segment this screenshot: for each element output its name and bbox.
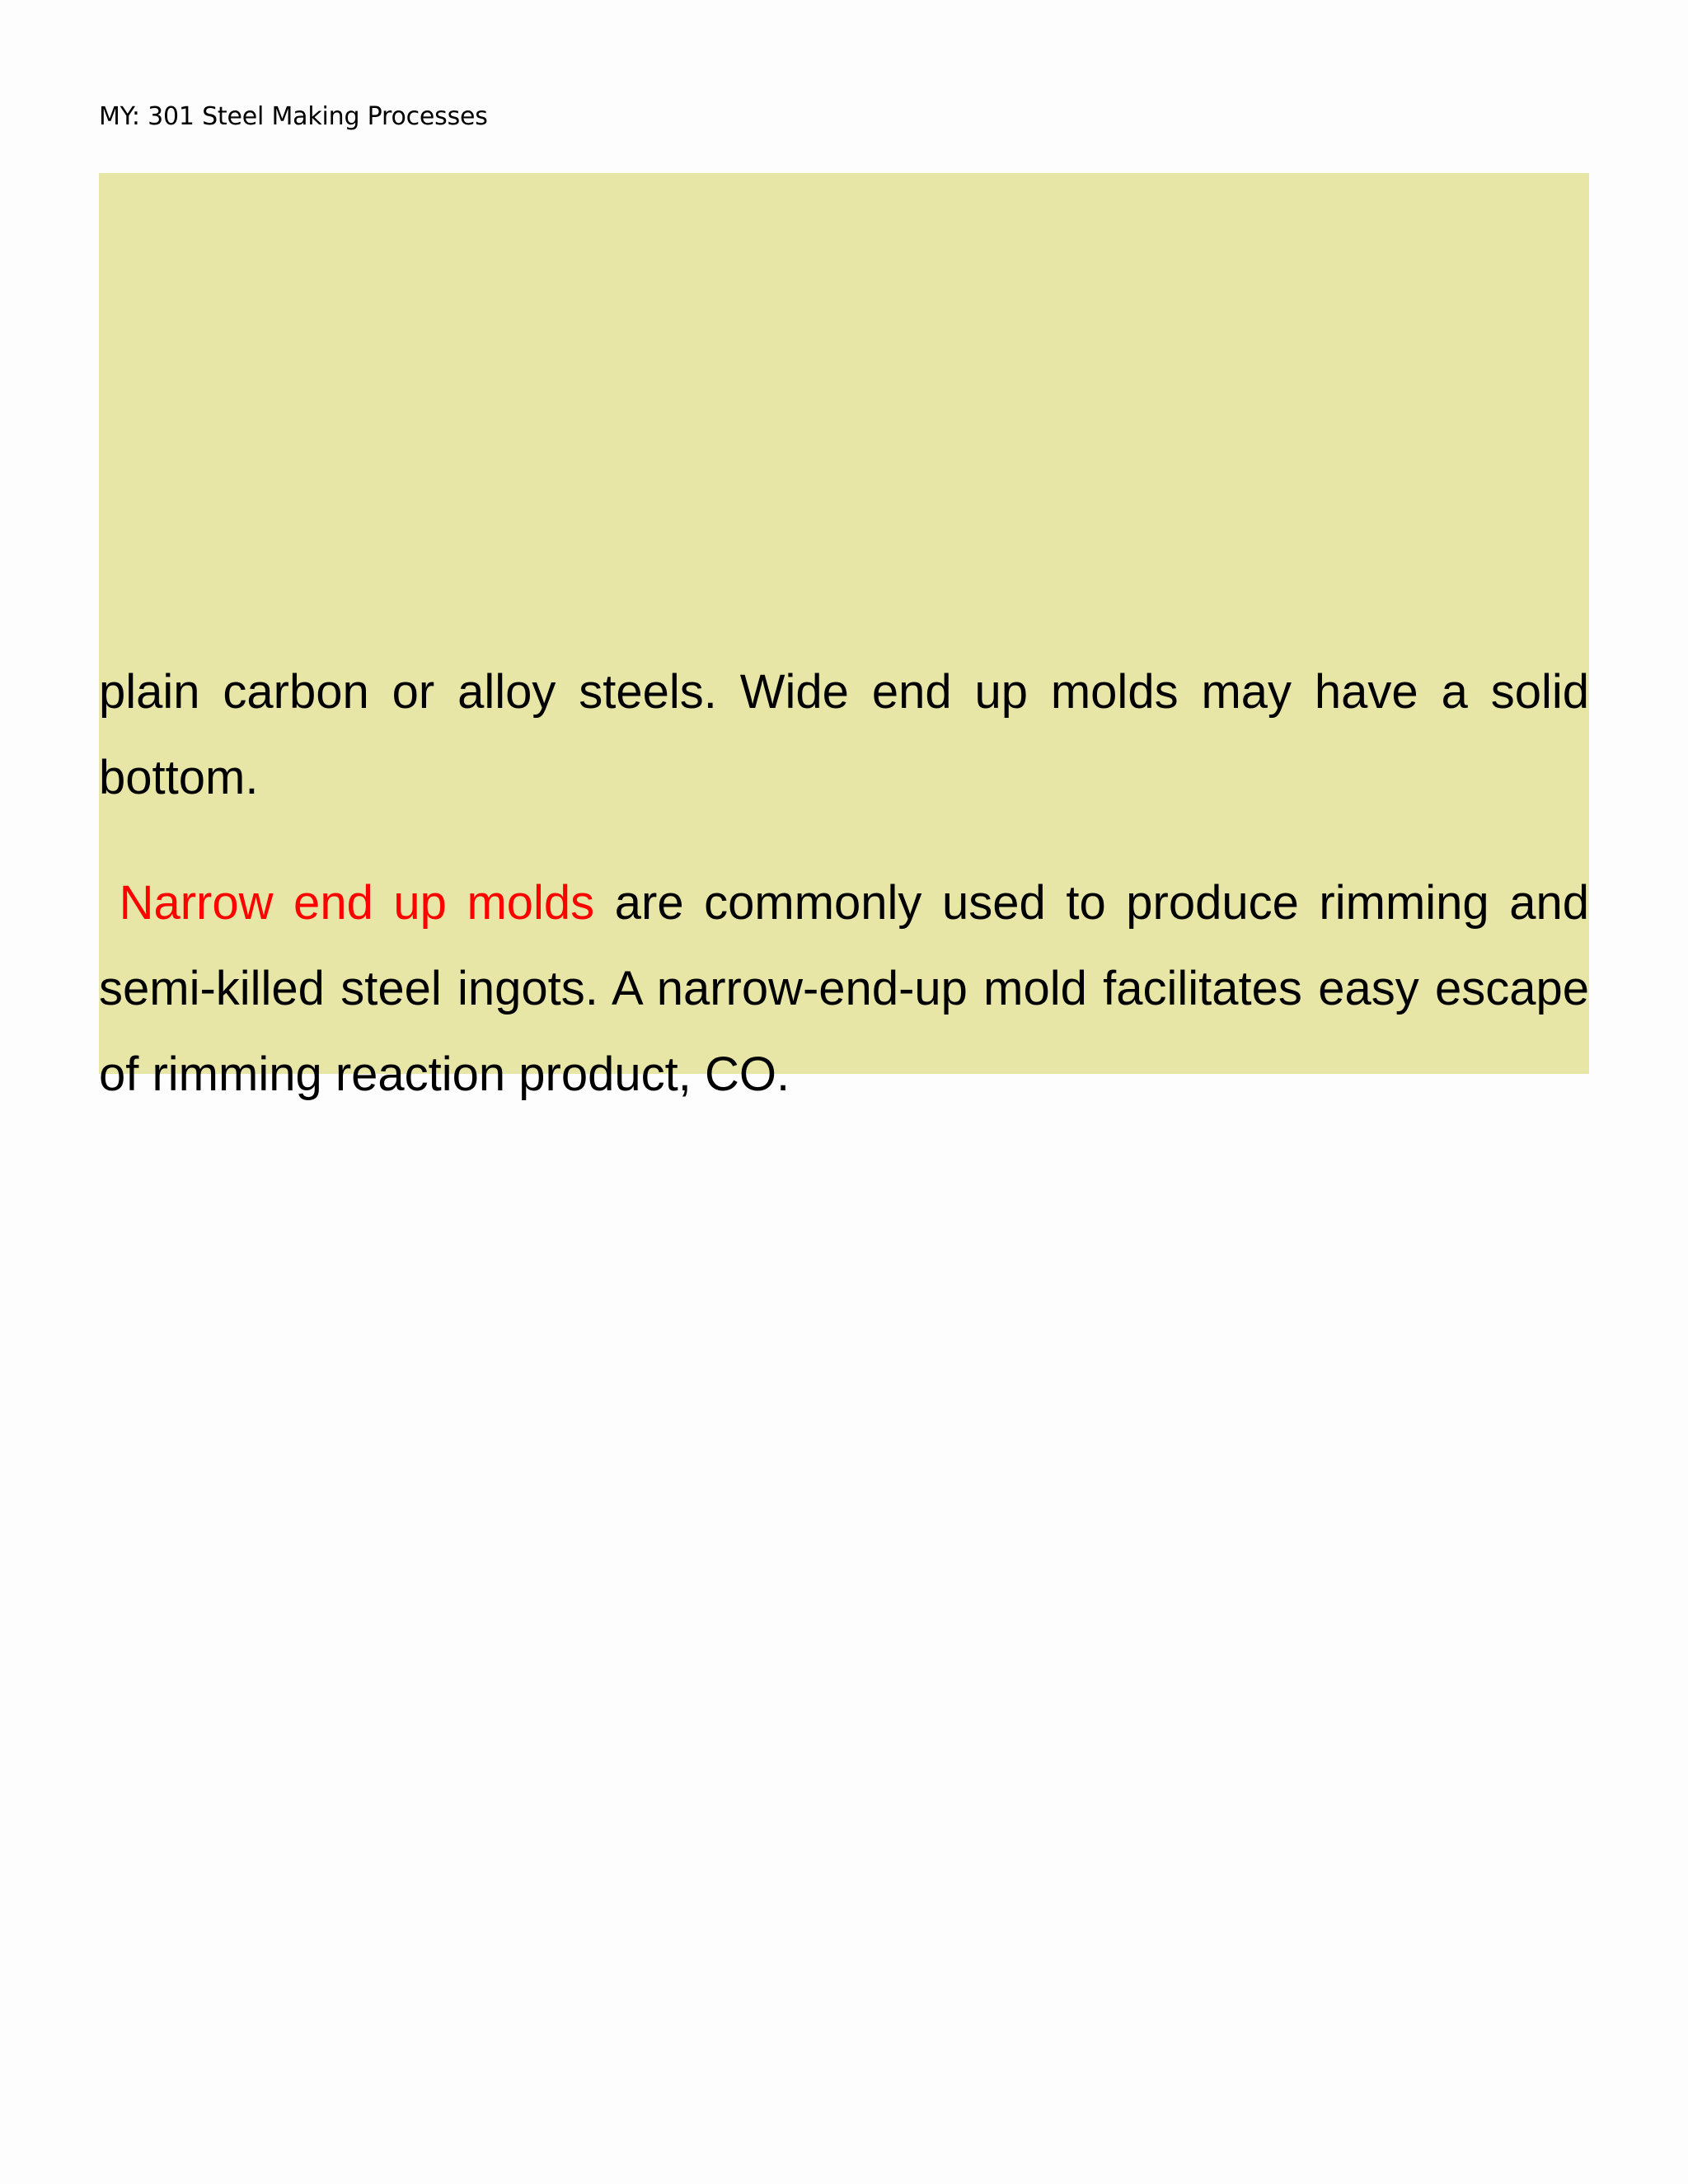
page-header: MY: 301 Steel Making Processes (99, 102, 488, 131)
body-text (99, 649, 1589, 1118)
paragraph-plain-carbon: plain carbon or alloy steels. Wide end up molds may have a solid bottom. (99, 665, 1589, 804)
term-narrow-end-up-molds: Narrow end up molds (119, 876, 595, 930)
paragraph-narrow-end-up-molds-text: are commonly used to produce rimming and semi-killed steel ingots. A narrow-end-up mold facilitates easy escape of rimming reaction product, CO. (99, 876, 1589, 1101)
paragraph-narrow-end-up-molds (99, 860, 1589, 1118)
